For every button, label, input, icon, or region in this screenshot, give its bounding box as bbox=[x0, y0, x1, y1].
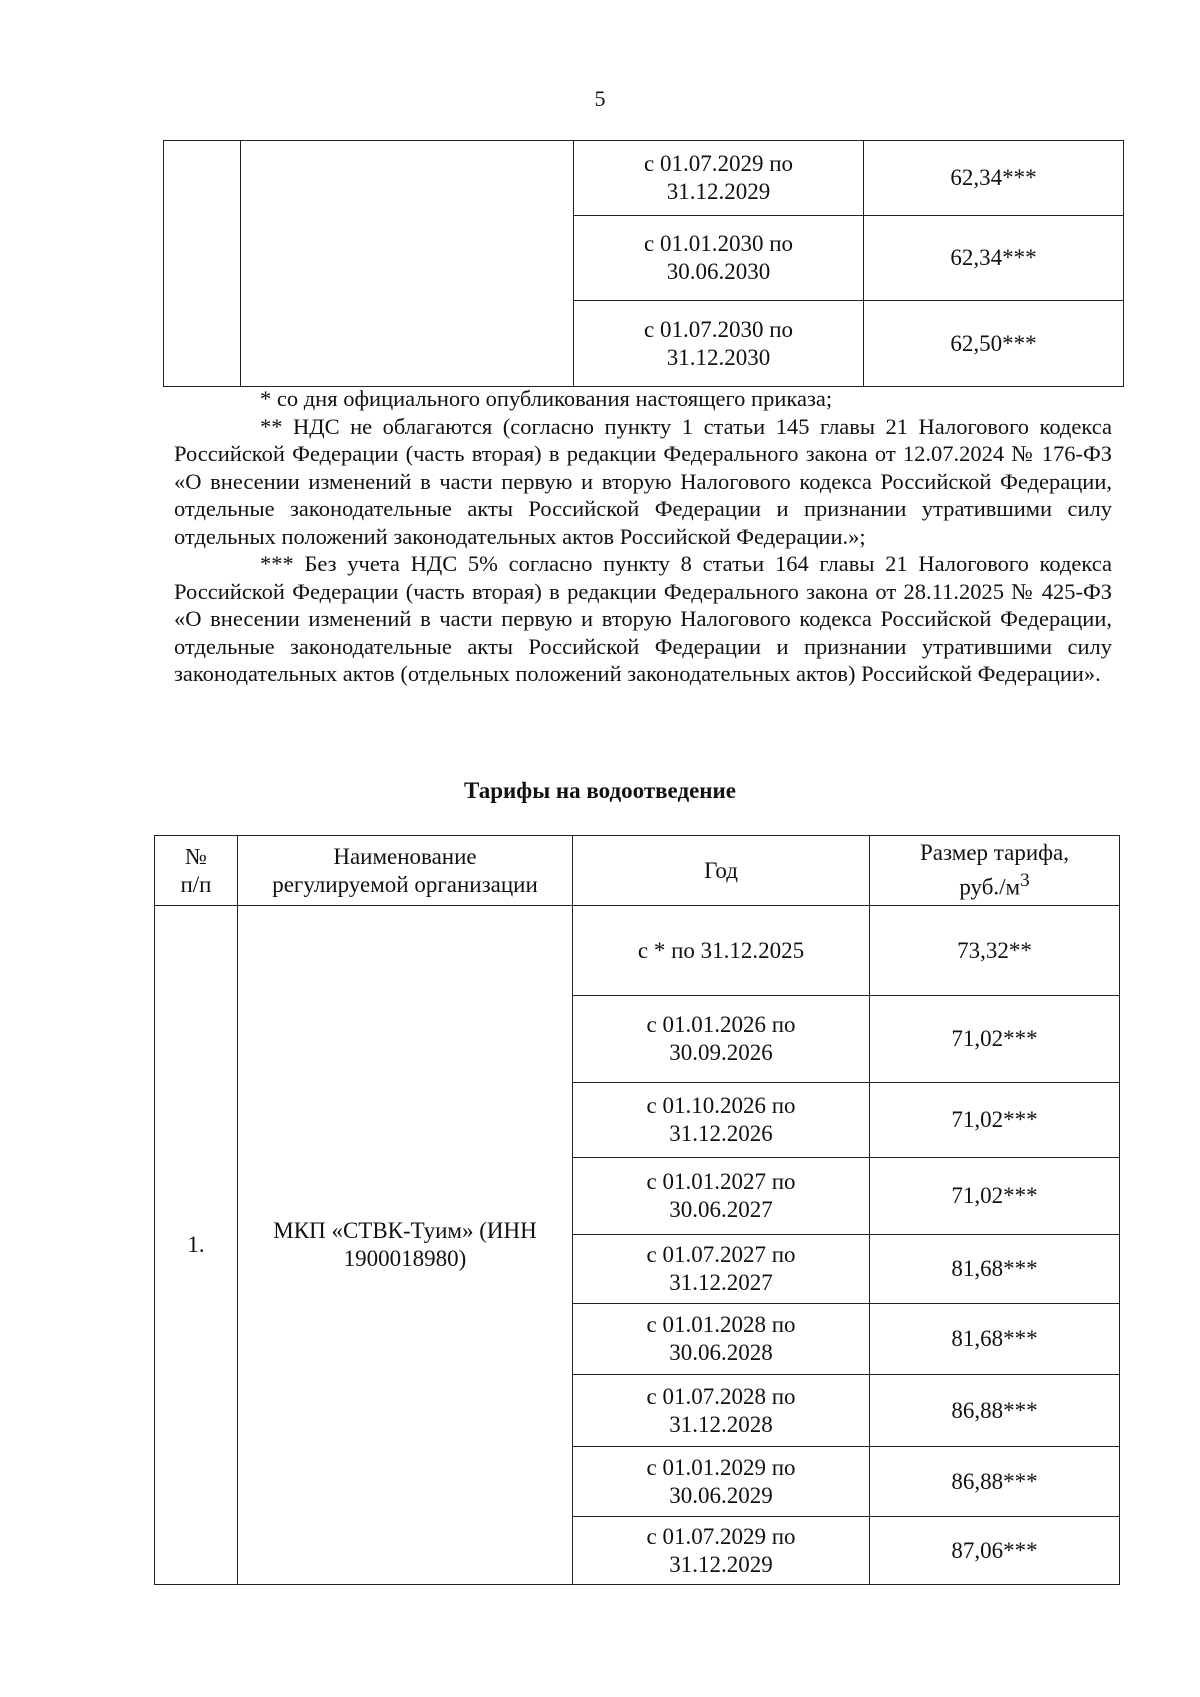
period-cell: с 01.01.2030 по 30.06.2030 bbox=[574, 216, 864, 301]
period-cell: с 01.07.2029 по 31.12.2029 bbox=[574, 141, 864, 216]
period-cell: с 01.07.2028 по 31.12.2028 bbox=[573, 1375, 870, 1447]
header-organization: Наименование регулируемой организации bbox=[238, 836, 573, 906]
tariff-cell: 71,02*** bbox=[870, 1083, 1120, 1158]
period-cell: с 01.01.2029 по 30.06.2029 bbox=[573, 1447, 870, 1517]
tariff-cell: 62,34*** bbox=[864, 216, 1124, 301]
period-cell: с 01.07.2029 по 31.12.2029 bbox=[573, 1517, 870, 1585]
footnote-two-stars: ** НДС не облагаются (согласно пункту 1 статьи 145 главы 21 Налогового кодекса Российской Федерации (часть вторая) в редакции Федерального закона от 12.07.2024 № 176-ФЗ «О внесении изменений в части первую и вторую Налогового кодекса Российской Федерации, отдельные законодательные акты Российской Федерации и признании утратившими силу отдельных положений законодательных актов Российской Федерации.»; bbox=[174, 413, 1112, 549]
footnote-one-star: * со дня официального опубликования настоящего приказа; bbox=[260, 386, 833, 411]
period-cell: с 01.07.2030 по 31.12.2030 bbox=[574, 301, 864, 387]
organization-name: МКП «СТВК-Туим» (ИНН 1900018980) bbox=[238, 906, 573, 1585]
tariff-cell: 62,34*** bbox=[864, 141, 1124, 216]
header-year: Год bbox=[573, 836, 870, 906]
page-number: 5 bbox=[594, 86, 606, 111]
tariff-cell: 73,32** bbox=[870, 906, 1120, 996]
continued-tariff-table bbox=[163, 140, 1124, 387]
organization-cell bbox=[241, 141, 574, 387]
header-number: № п/п bbox=[155, 836, 238, 906]
tariff-cell: 81,68*** bbox=[870, 1304, 1120, 1375]
tariff-cell: 86,88*** bbox=[870, 1447, 1120, 1517]
period-cell: с 01.01.2028 по 30.06.2028 bbox=[573, 1304, 870, 1375]
header-tariff: Размер тарифа, $руб./м^3$ bbox=[870, 836, 1120, 906]
tariff-cell: 87,06*** bbox=[870, 1517, 1120, 1585]
tariff-cell: 86,88*** bbox=[870, 1375, 1120, 1447]
period-cell: с 01.01.2027 по 30.06.2027 bbox=[573, 1158, 870, 1235]
footnote-three-stars: *** Без учета НДС 5% согласно пункту 8 статьи 164 главы 21 Налогового кодекса Российской Федерации (часть вторая) в редакции Федерального закона от 28.11.2025 № 425-ФЗ «О внесении изменений в части первую и вторую Налогового кодекса Российской Федерации, отдельные законодательные акты Российской Федерации и признании утратившими силу законодательных актов (отдельных положений законодательных актов) Российской Федерации». bbox=[174, 551, 1112, 686]
number-cell bbox=[164, 141, 241, 387]
period-cell: с 01.07.2027 по 31.12.2027 bbox=[573, 1235, 870, 1304]
footnotes bbox=[174, 385, 1112, 688]
tariff-cell: 71,02*** bbox=[870, 996, 1120, 1083]
period-cell: с 01.10.2026 по 31.12.2026 bbox=[573, 1083, 870, 1158]
tariff-cell: 81,68*** bbox=[870, 1235, 1120, 1304]
tariff-cell: 62,50*** bbox=[864, 301, 1124, 387]
tariff-cell: 71,02*** bbox=[870, 1158, 1120, 1235]
table-row bbox=[155, 906, 1120, 996]
section-title: Тарифы на водоотведение bbox=[463, 778, 737, 803]
entry-number: 1. bbox=[155, 906, 238, 1585]
period-cell: с 01.01.2026 по 30.09.2026 bbox=[573, 996, 870, 1083]
table-header-row bbox=[155, 836, 1120, 906]
table-row bbox=[164, 141, 1124, 216]
wastewater-tariff-table bbox=[154, 835, 1120, 1585]
period-cell: с * по 31.12.2025 bbox=[573, 906, 870, 996]
